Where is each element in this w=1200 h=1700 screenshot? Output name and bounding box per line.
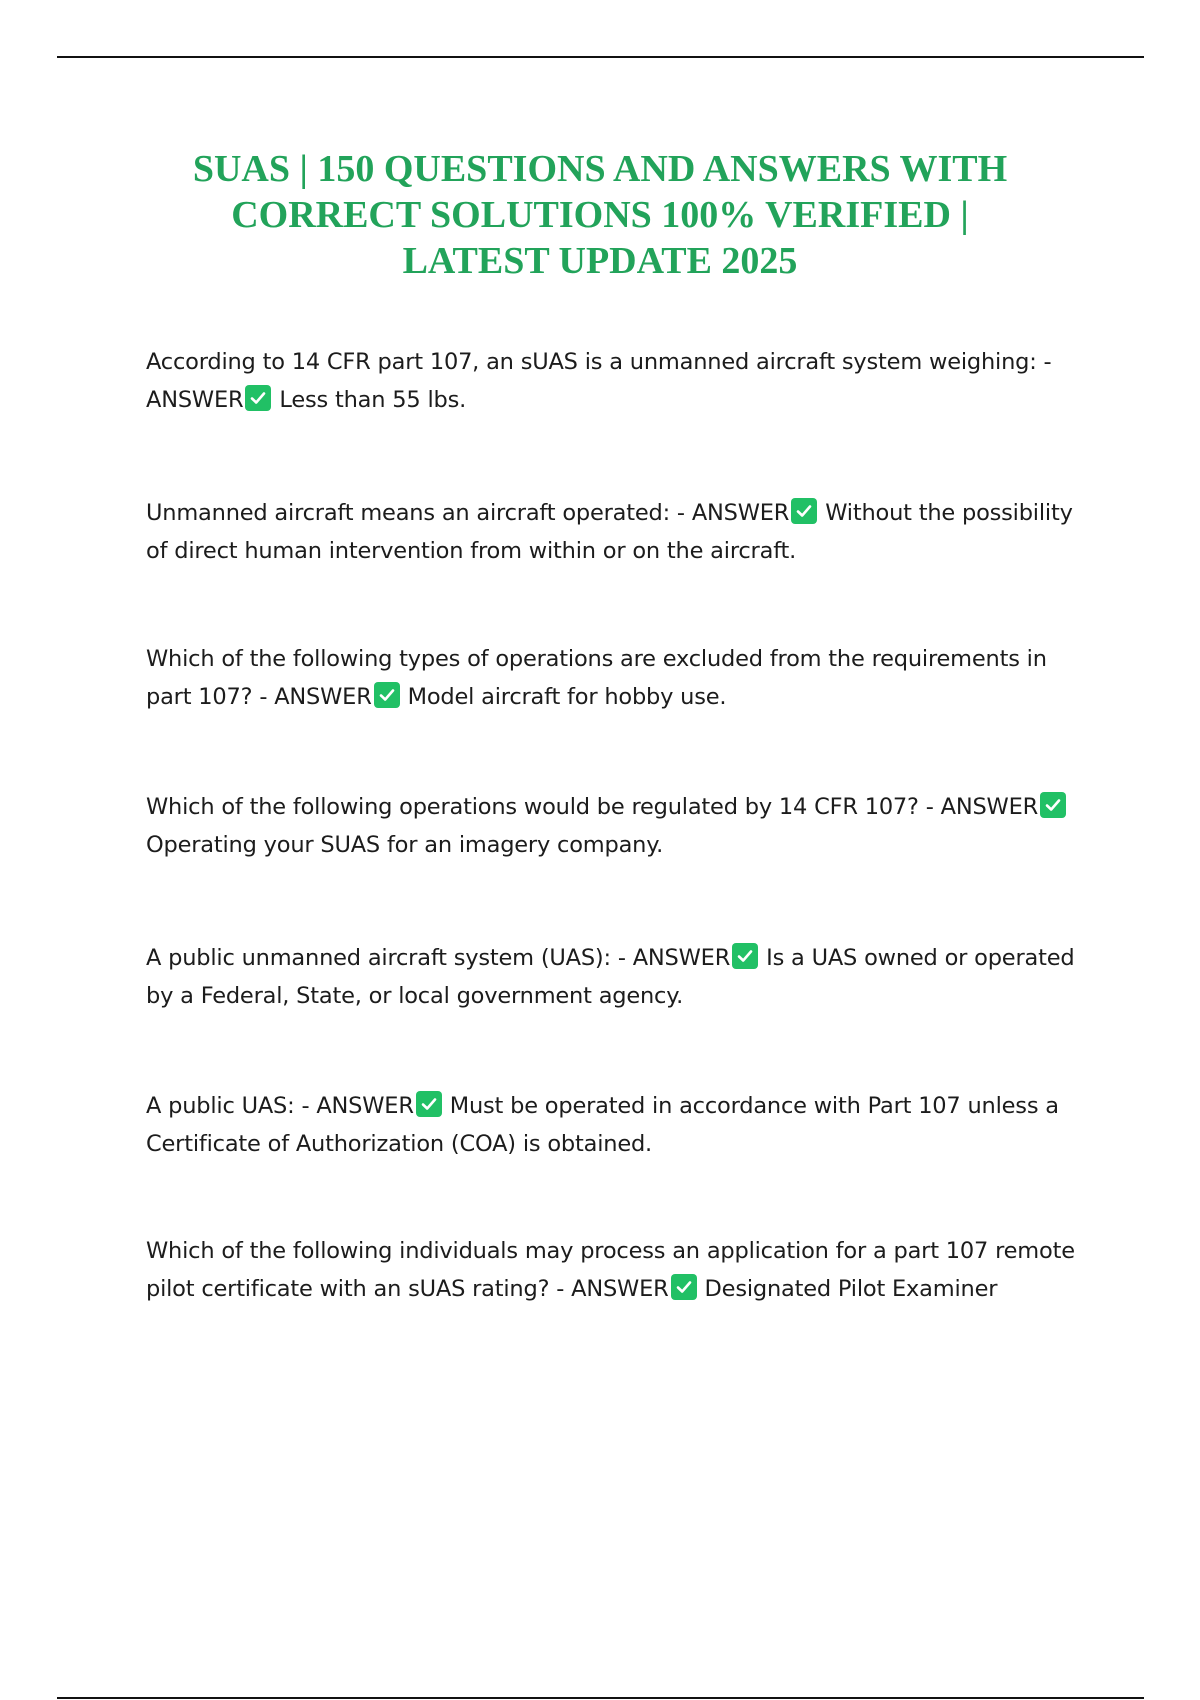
answer-text: Without the possibility of direct human intervention from within or on the aircraft. <box>146 500 1073 564</box>
question-text: Which of the following operations would be regulated by 14 CFR 107? - <box>146 794 934 820</box>
title-line-1: SUAS | 150 QUESTIONS AND ANSWERS WITH <box>192 148 1008 190</box>
document-title <box>120 146 1080 284</box>
question-text: Which of the following individuals may process an application for a part 107 remote pilot certificate with an sUAS rating? - <box>146 1238 1075 1302</box>
answer-text: Must be operated in accordance with Part 107 unless a Certificate of Authorization (COA) is obtained. <box>146 1093 1059 1157</box>
check-mark-icon <box>245 385 271 411</box>
top-rule <box>57 56 1144 58</box>
check-mark-icon <box>1040 792 1066 818</box>
question-text: According to 14 CFR part 107, an sUAS is a unmanned aircraft system weighing: - <box>146 349 1052 375</box>
qa-item <box>146 939 1096 1015</box>
answer-label: ANSWER <box>571 1276 669 1302</box>
answer-text: Operating your SUAS for an imagery company. <box>146 832 664 858</box>
answer-text: Is a UAS owned or operated by a Federal, State, or local government agency. <box>146 945 1075 1009</box>
qa-item <box>146 494 1096 570</box>
check-mark-icon <box>732 943 758 969</box>
answer-label: ANSWER <box>316 1093 414 1119</box>
qa-item <box>146 343 1096 419</box>
check-mark-icon <box>671 1274 697 1300</box>
answer-text: Less than 55 lbs. <box>279 387 467 413</box>
answer-label: ANSWER <box>940 794 1039 820</box>
answer-text: Model aircraft for hobby use. <box>407 684 727 710</box>
question-text: Unmanned aircraft means an aircraft operated: - <box>146 500 685 526</box>
title-line-3: LATEST UPDATE 2025 <box>402 240 798 282</box>
bottom-rule <box>57 1697 1144 1699</box>
question-text: Which of the following types of operations are excluded from the requirements in part 107? - <box>146 646 1047 710</box>
qa-item <box>146 1087 1096 1163</box>
qa-item <box>146 640 1096 716</box>
answer-text: Designated Pilot Examiner <box>704 1276 998 1302</box>
answer-label: ANSWER <box>274 684 372 710</box>
answer-label: ANSWER <box>146 387 244 413</box>
question-text: A public unmanned aircraft system (UAS): - <box>146 945 626 971</box>
check-mark-icon <box>791 498 817 524</box>
qa-item <box>146 1232 1096 1308</box>
check-mark-icon <box>374 682 400 708</box>
answer-label: ANSWER <box>691 500 790 526</box>
question-text: A public UAS: - <box>146 1093 310 1119</box>
check-mark-icon <box>416 1091 442 1117</box>
answer-label: ANSWER <box>632 945 731 971</box>
qa-item <box>146 788 1096 864</box>
title-line-2: CORRECT SOLUTIONS 100% VERIFIED | <box>231 194 969 236</box>
